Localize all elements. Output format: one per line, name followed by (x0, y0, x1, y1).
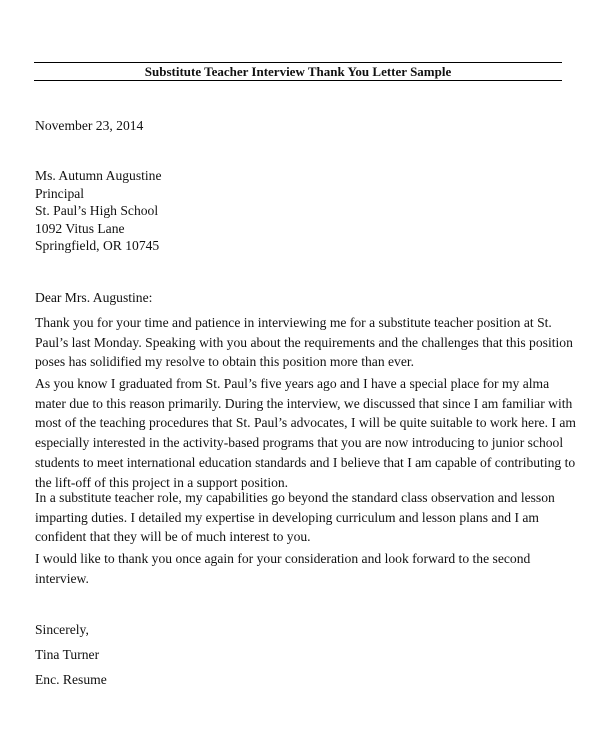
paragraph-line: the lift-off of this project in a support position. (35, 474, 289, 490)
paragraph-line: In a substitute teacher role, my capabilities go beyond the standard class observation and lesson (35, 490, 555, 505)
paragraph-line: I would like to thank you once again for your consideration and look forward to the second (35, 551, 531, 566)
recipient-city: Springfield, OR 10745 (35, 238, 160, 254)
paragraph-line: Thank you for your time and patience in interviewing me for a substitute teacher position at St. (35, 315, 552, 330)
paragraph-line: most of the teaching procedures that St. Paul’s advocates, I will be quite suitable to work here. I am (35, 415, 576, 431)
paragraph-1 (35, 313, 573, 372)
salutation: Dear Mrs. Augustine: (35, 290, 153, 305)
paragraph-line: imparting duties. I detailed my expertise in developing curriculum and lesson plans and I am (35, 509, 539, 525)
signature-name: Tina Turner (35, 647, 100, 662)
recipient-street: 1092 Vitus Lane (35, 220, 125, 236)
enclosure: Enc. Resume (35, 672, 107, 687)
paragraph-line: confident that they will be of much interest to you. (35, 529, 311, 545)
paragraph-line: As you know I graduated from St. Paul’s five years ago and I have a special place for my alma (35, 376, 550, 391)
paragraph-line: especially interested in the activity-based programs that you are now introducing to junior school (35, 435, 564, 451)
paragraph-line: mater due to this reason primarily. During the interview, we discussed that since I am familiar with (35, 395, 573, 411)
recipient-name: Ms. Autumn Augustine (35, 168, 162, 183)
paragraph-2 (35, 374, 576, 492)
letter-date: November 23, 2014 (35, 118, 144, 133)
recipient-title: Principal (35, 185, 85, 201)
closing: Sincerely, (35, 622, 89, 637)
document-title-bar (34, 62, 562, 81)
paragraph-4 (35, 549, 565, 588)
recipient-address (35, 167, 162, 255)
paragraph-line: Paul’s last Monday. Speaking with you about the requirements and the challenges that this position (35, 334, 573, 350)
paragraph-3 (35, 488, 565, 547)
paragraph-line: interview. (35, 570, 89, 586)
document-title: Substitute Teacher Interview Thank You Letter Sample (144, 64, 452, 79)
paragraph-line: poses has solidified my resolve to obtain this position more than ever. (35, 354, 415, 370)
recipient-school: St. Paul’s High School (35, 203, 159, 219)
paragraph-line: students to meet international education standards and I believe that I am capable of contributing to (35, 454, 576, 470)
